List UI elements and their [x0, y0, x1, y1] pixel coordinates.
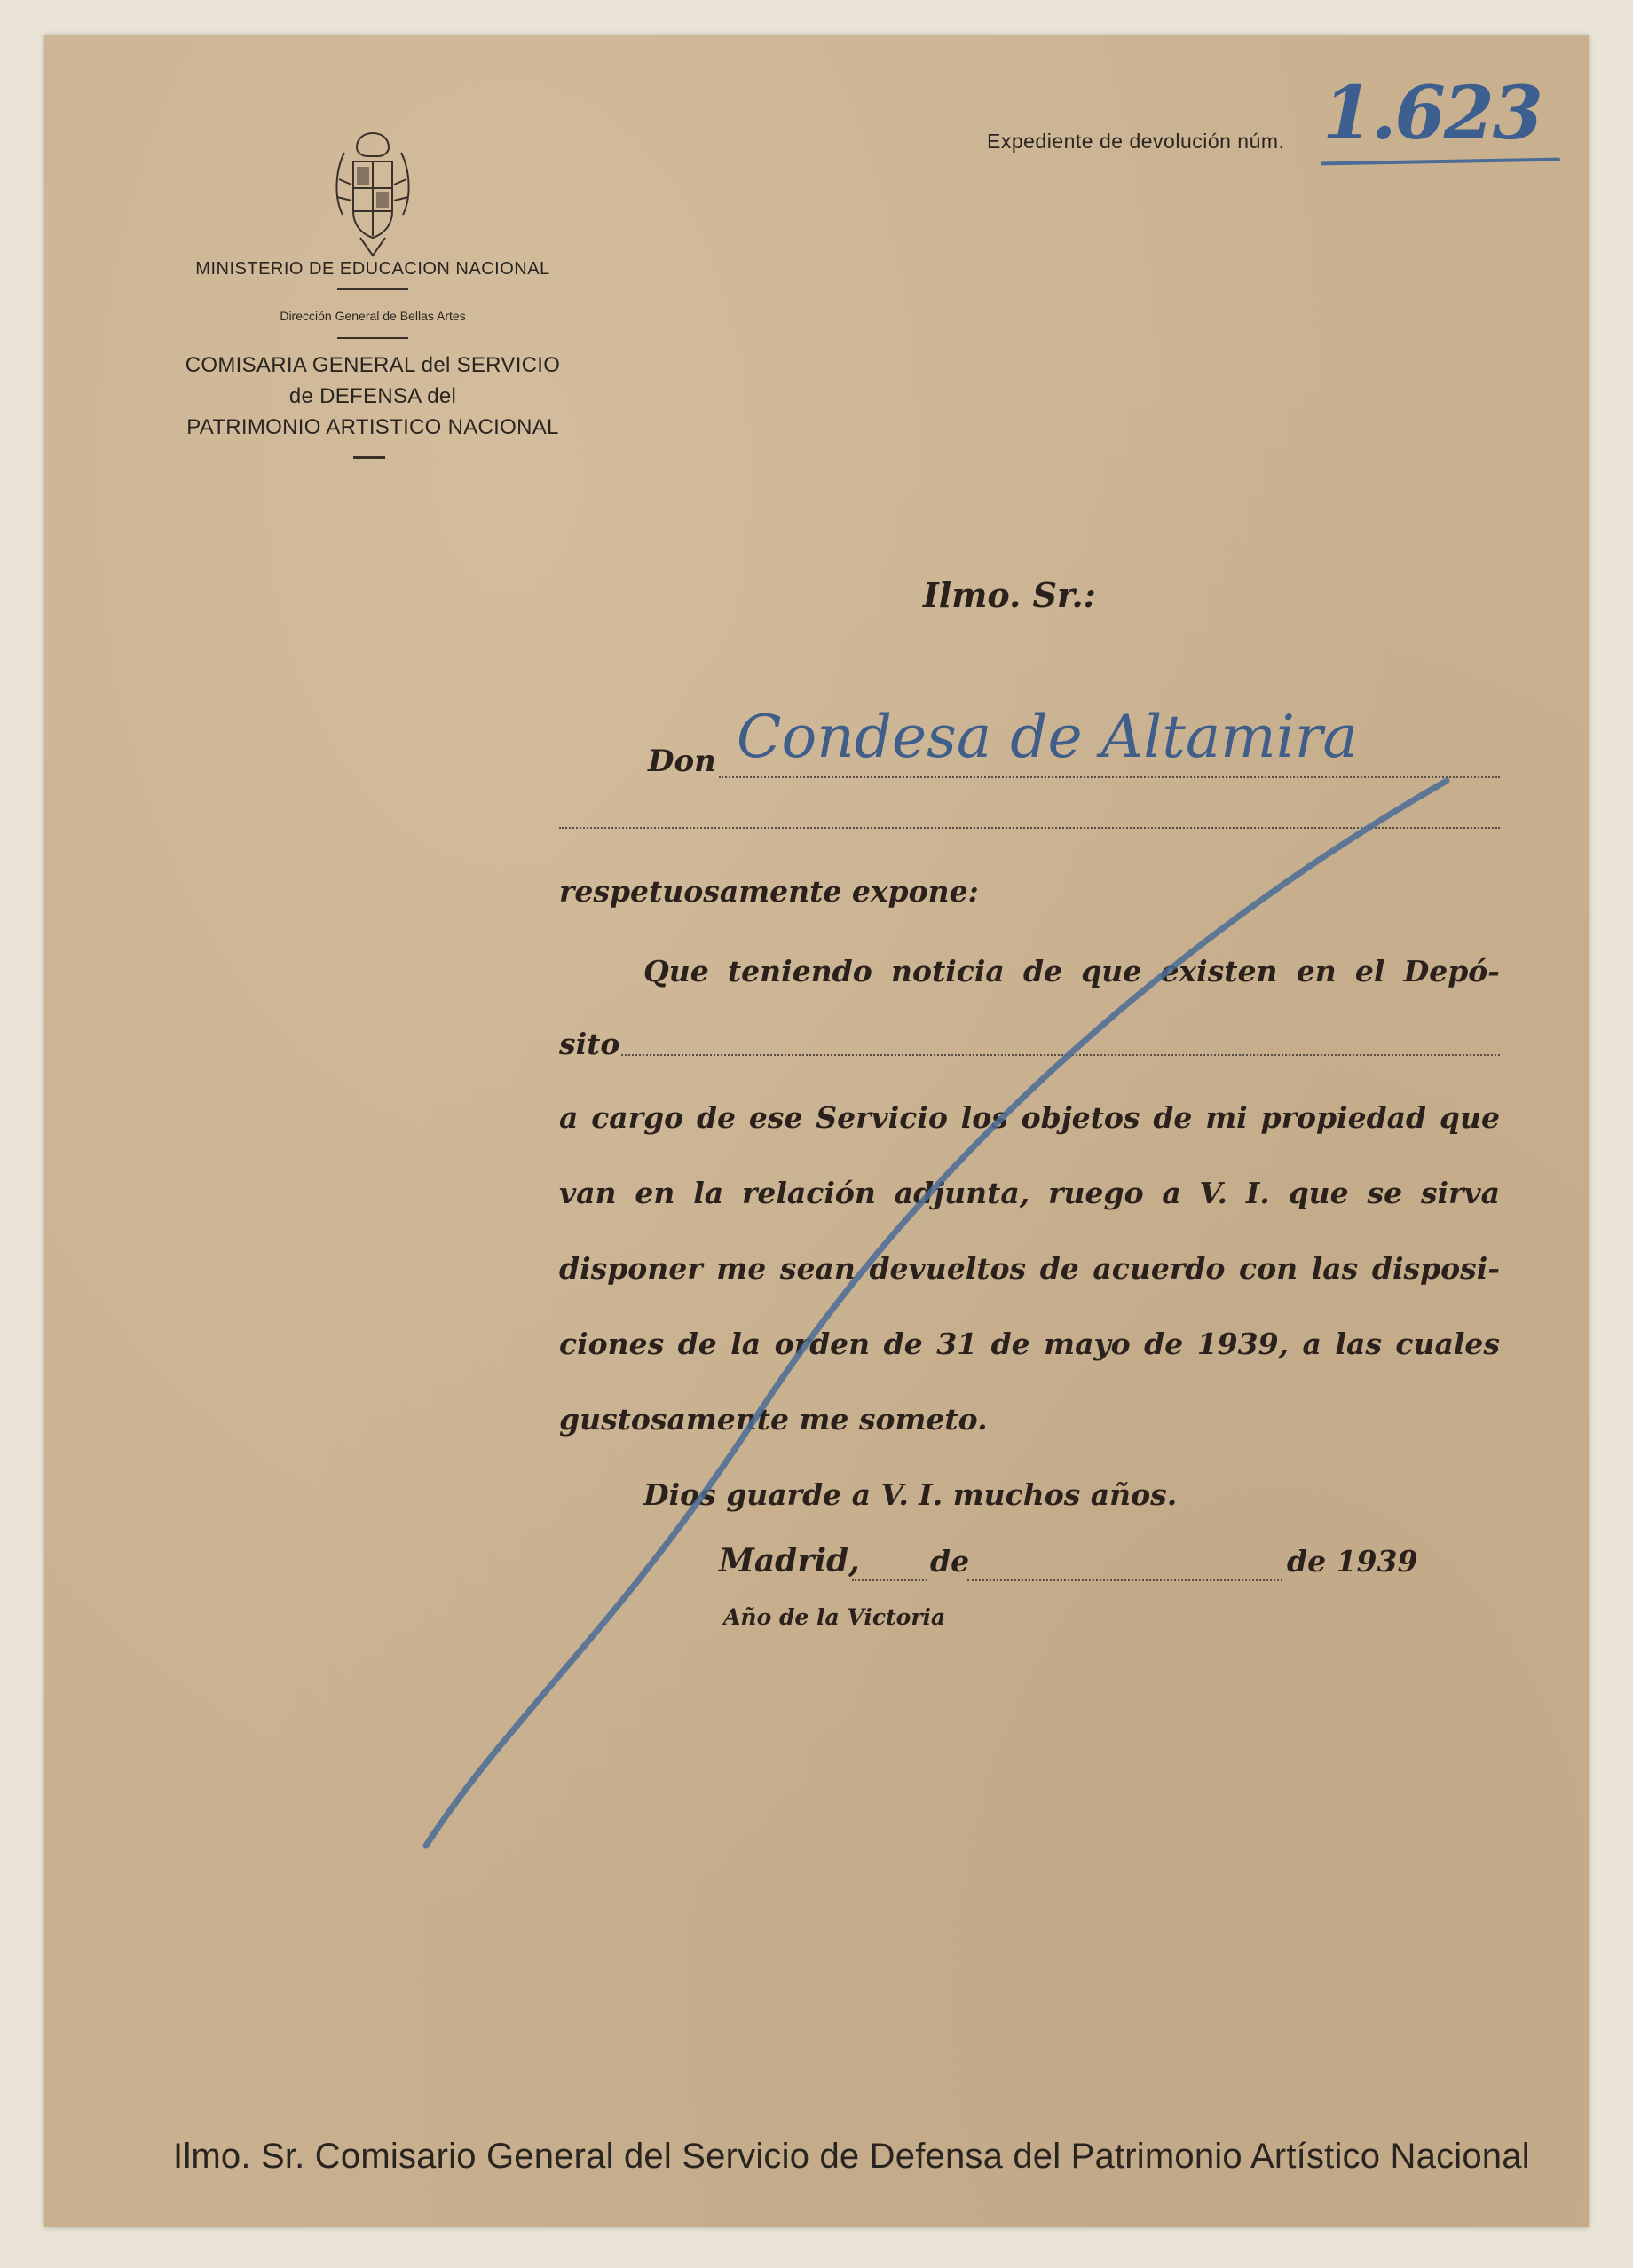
- commission-line-2: de DEFENSA del: [288, 384, 457, 408]
- victory-year-note: Año de la Victoria: [723, 1604, 946, 1630]
- commission-name: [151, 350, 595, 443]
- body-line-6: disponer me sean devueltos de acuerdo con las disposi-: [559, 1251, 1500, 1286]
- file-number-handwritten: 1.623: [1322, 71, 1542, 156]
- body-line-8: gustosamente me someto.: [559, 1402, 988, 1437]
- document-page: [44, 35, 1589, 2227]
- divider: [353, 456, 385, 459]
- don-label: Don: [648, 744, 716, 779]
- name-dotted-line-2: [559, 827, 1500, 829]
- divider: [337, 288, 408, 290]
- month-dotted-line: [967, 1579, 1282, 1581]
- body-line-7: ciones de la orden de 31 de mayo de 1939, a las cuales: [559, 1327, 1500, 1361]
- addressee-footer: Ilmo. Sr. Comisario General del Servicio de Defensa del Patrimonio Artístico Nacional: [173, 2137, 1530, 2176]
- body-line-5: van en la relación adjunta, ruego a V. I. que se sirva: [559, 1176, 1500, 1210]
- place-madrid: Madrid,: [719, 1542, 860, 1579]
- body-line-1: respetuosamente expone:: [559, 874, 979, 909]
- file-number-underline: [1321, 158, 1560, 166]
- commission-line-3: PATRIMONIO ARTISTICO NACIONAL: [186, 415, 559, 439]
- body-line-2: Que teniendo noticia de que existen en el Depó-: [643, 954, 1500, 988]
- direction-name: Dirección General de Bellas Artes: [280, 309, 466, 323]
- body-line-9: Dios guarde a V. I. muchos años.: [643, 1477, 1178, 1512]
- ministry-name: MINISTERIO DE EDUCACION NACIONAL: [195, 259, 550, 279]
- name-dotted-line: [719, 776, 1500, 778]
- file-number-label: Expediente de devolución núm.: [987, 130, 1285, 153]
- deposit-dotted-line: [621, 1054, 1500, 1056]
- body-line-4: a cargo de ese Servicio los objetos de mi propiedad que: [559, 1100, 1500, 1135]
- commission-line-1: COMISARIA GENERAL del SERVICIO: [185, 353, 561, 377]
- coat-of-arms-emblem: [327, 126, 419, 259]
- date-year: de 1939: [1287, 1544, 1418, 1579]
- divider: [337, 337, 408, 339]
- date-de: de: [930, 1544, 970, 1579]
- petitioner-name-handwritten: Condesa de Altamira: [737, 703, 1358, 771]
- body-line-3: sito: [559, 1027, 620, 1061]
- salutation: Ilmo. Sr.:: [923, 575, 1096, 615]
- day-dotted-line: [852, 1579, 927, 1581]
